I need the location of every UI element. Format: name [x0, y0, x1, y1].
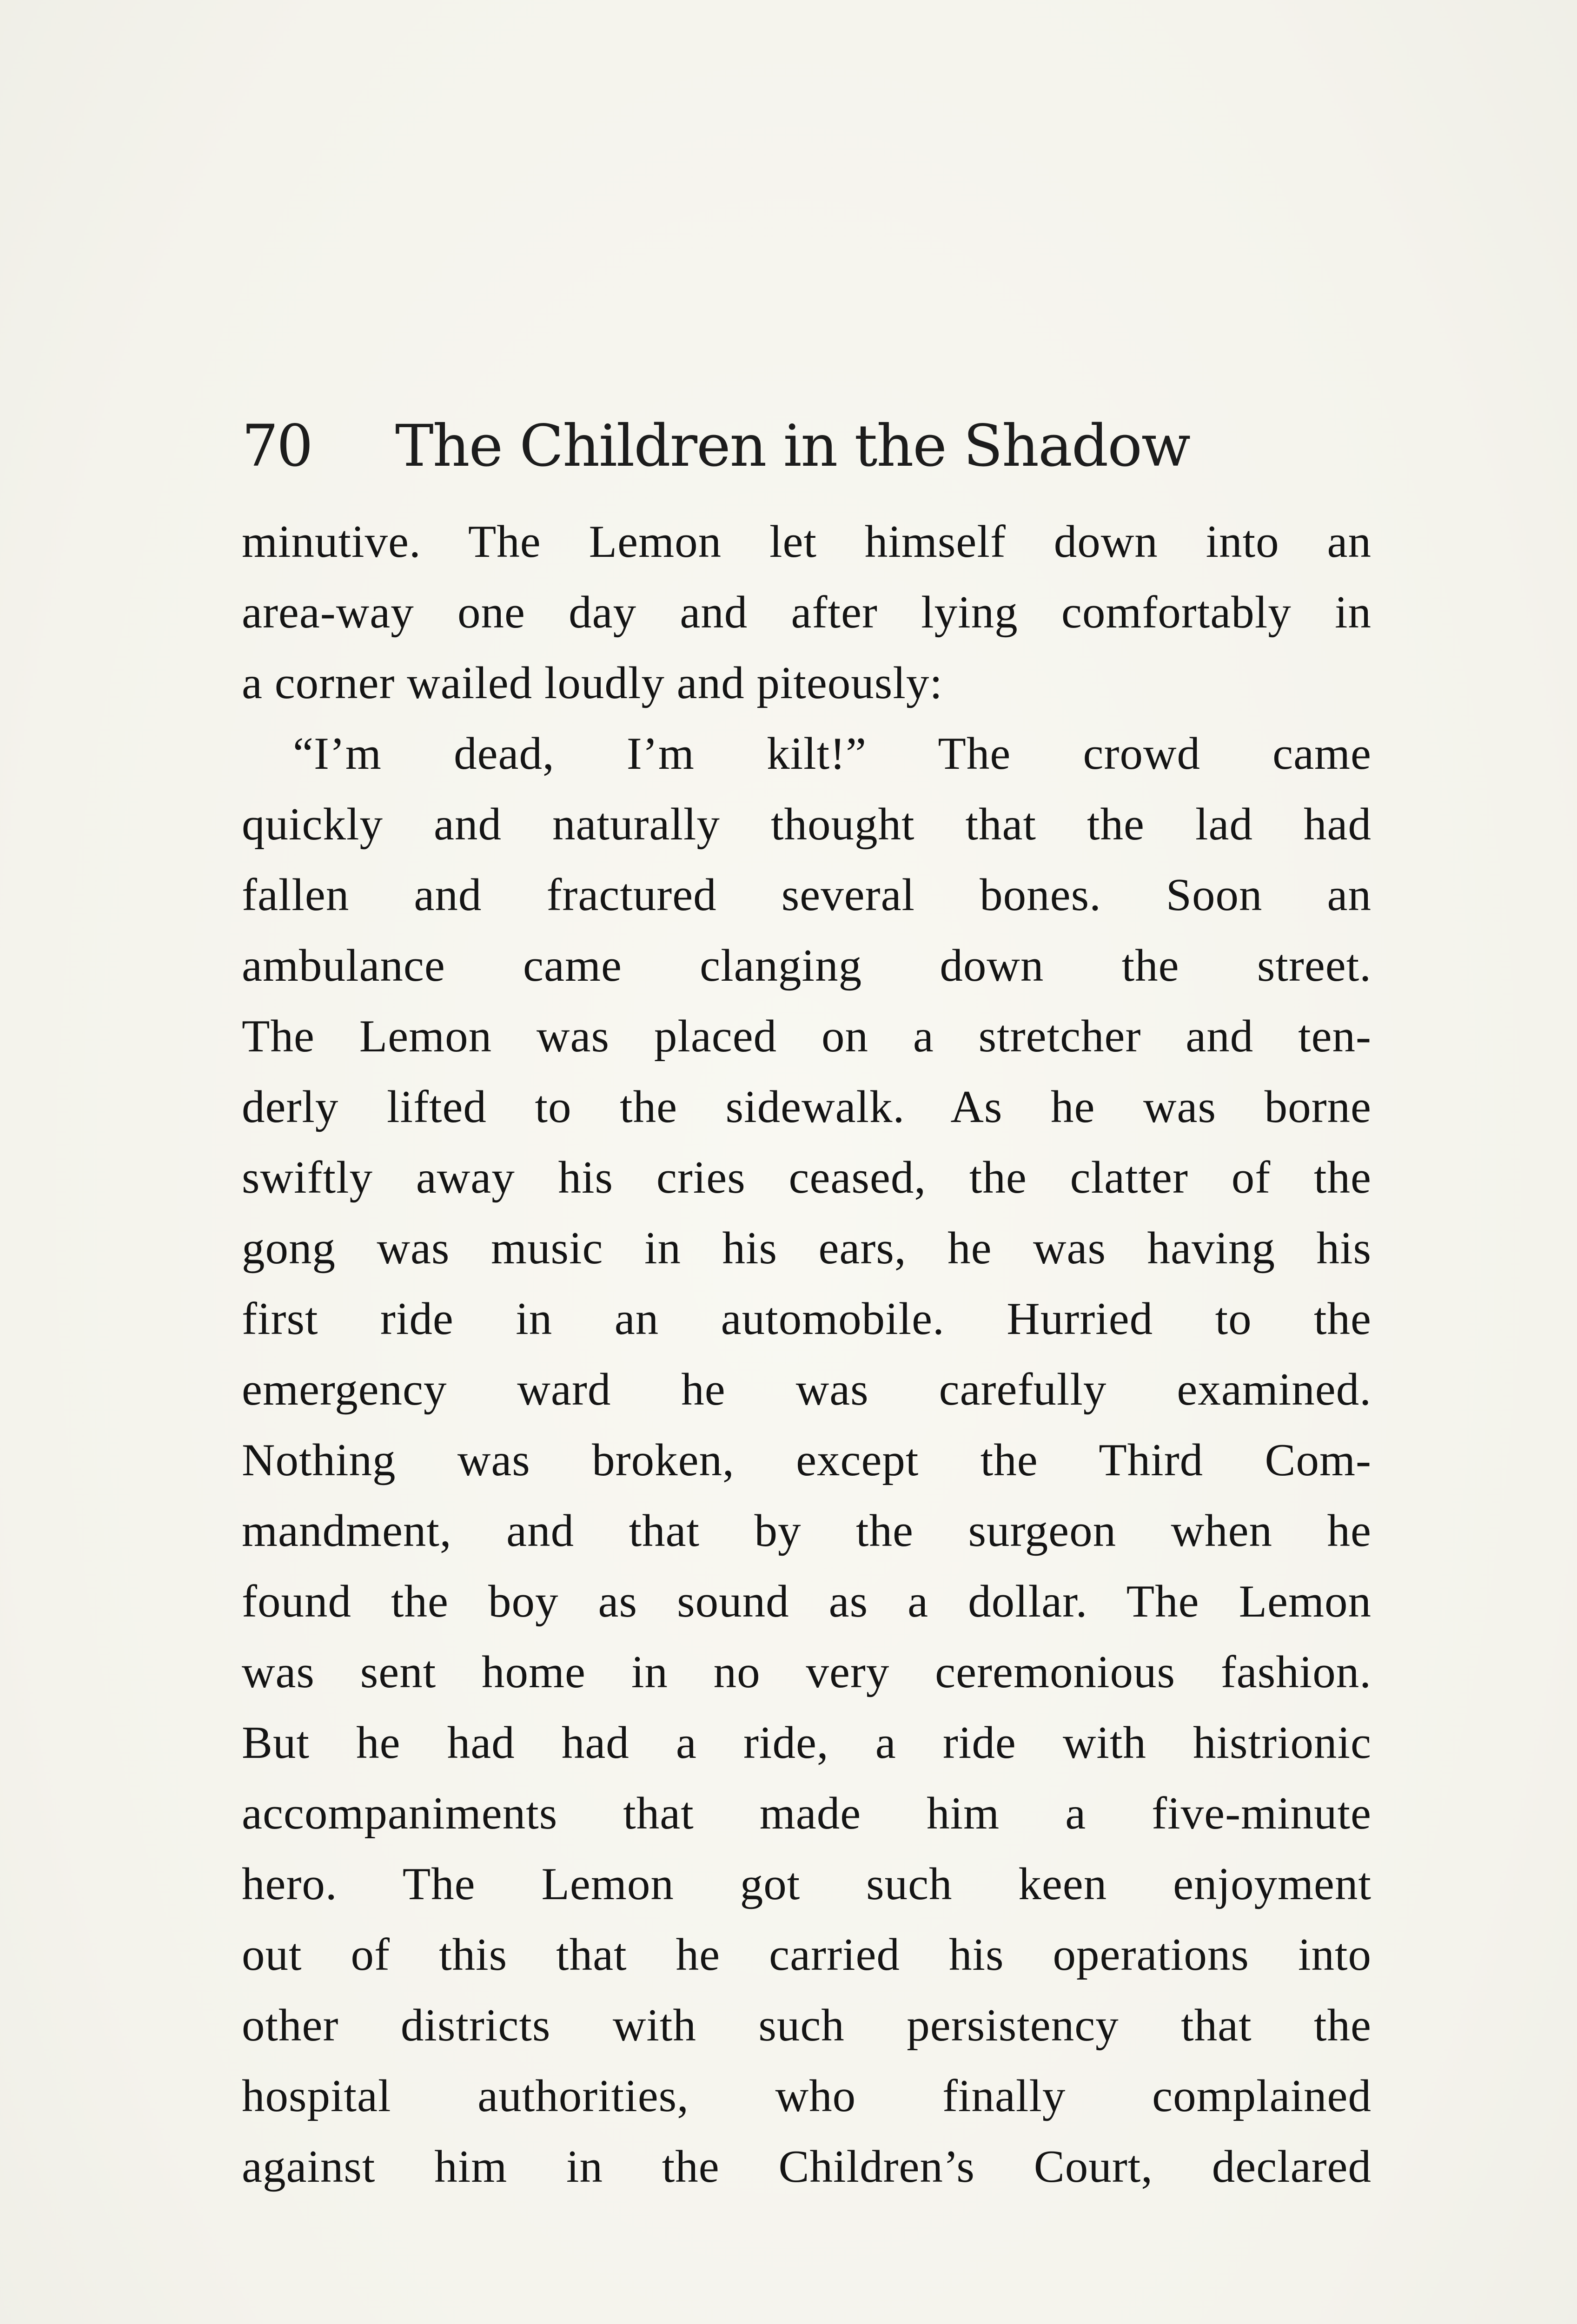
text-line: The Lemon was placed on a stretcher and ten- [242, 1011, 1372, 1062]
text-line: minutive. The Lemon let himself down into an [242, 516, 1372, 567]
text-line: Nothing was broken, except the Third Com- [242, 1435, 1372, 1486]
text-line: swiftly away his cries ceased, the clatter of the [242, 1152, 1372, 1203]
text-line: first ride in an automobile. Hurried to the [242, 1294, 1372, 1344]
text-line: against him in the Children’s Court, declared [242, 2141, 1372, 2192]
text-line: out of this that he carried his operations into [242, 1929, 1372, 1980]
text-line: area-way one day and after lying comfortably in [242, 587, 1372, 638]
text-line: a corner wailed loudly and piteously: [242, 658, 943, 708]
body-text [242, 507, 1372, 2202]
page-number: 70 [242, 413, 311, 480]
text-line: ambulance came clanging down the street. [242, 940, 1372, 991]
text-line: hospital authorities, who finally complained [242, 2071, 1372, 2121]
text-line: accompaniments that made him a five-minute [242, 1788, 1372, 1839]
text-line: gong was music in his ears, he was having his [242, 1223, 1372, 1274]
text-line: emergency ward he was carefully examined. [242, 1364, 1372, 1415]
text-line: hero. The Lemon got such keen enjoyment [242, 1859, 1372, 1909]
text-line: other districts with such persistency that the [242, 2000, 1372, 2051]
page-header [242, 407, 1376, 486]
text-line: fallen and fractured several bones. Soon an [242, 870, 1372, 920]
text-line: But he had had a ride, a ride with histrionic [242, 1717, 1372, 1768]
text-line: “I’m dead, I’m kilt!” The crowd came [293, 728, 1372, 779]
running-title: The Children in the Shadow [395, 413, 1190, 480]
text-line: mandment, and that by the surgeon when he [242, 1505, 1372, 1556]
text-line: found the boy as sound as a dollar. The Lemon [242, 1576, 1372, 1627]
text-line: was sent home in no very ceremonious fashion. [242, 1647, 1372, 1697]
text-line: quickly and naturally thought that the lad had [242, 799, 1372, 850]
text-line: derly lifted to the sidewalk. As he was borne [242, 1082, 1372, 1132]
